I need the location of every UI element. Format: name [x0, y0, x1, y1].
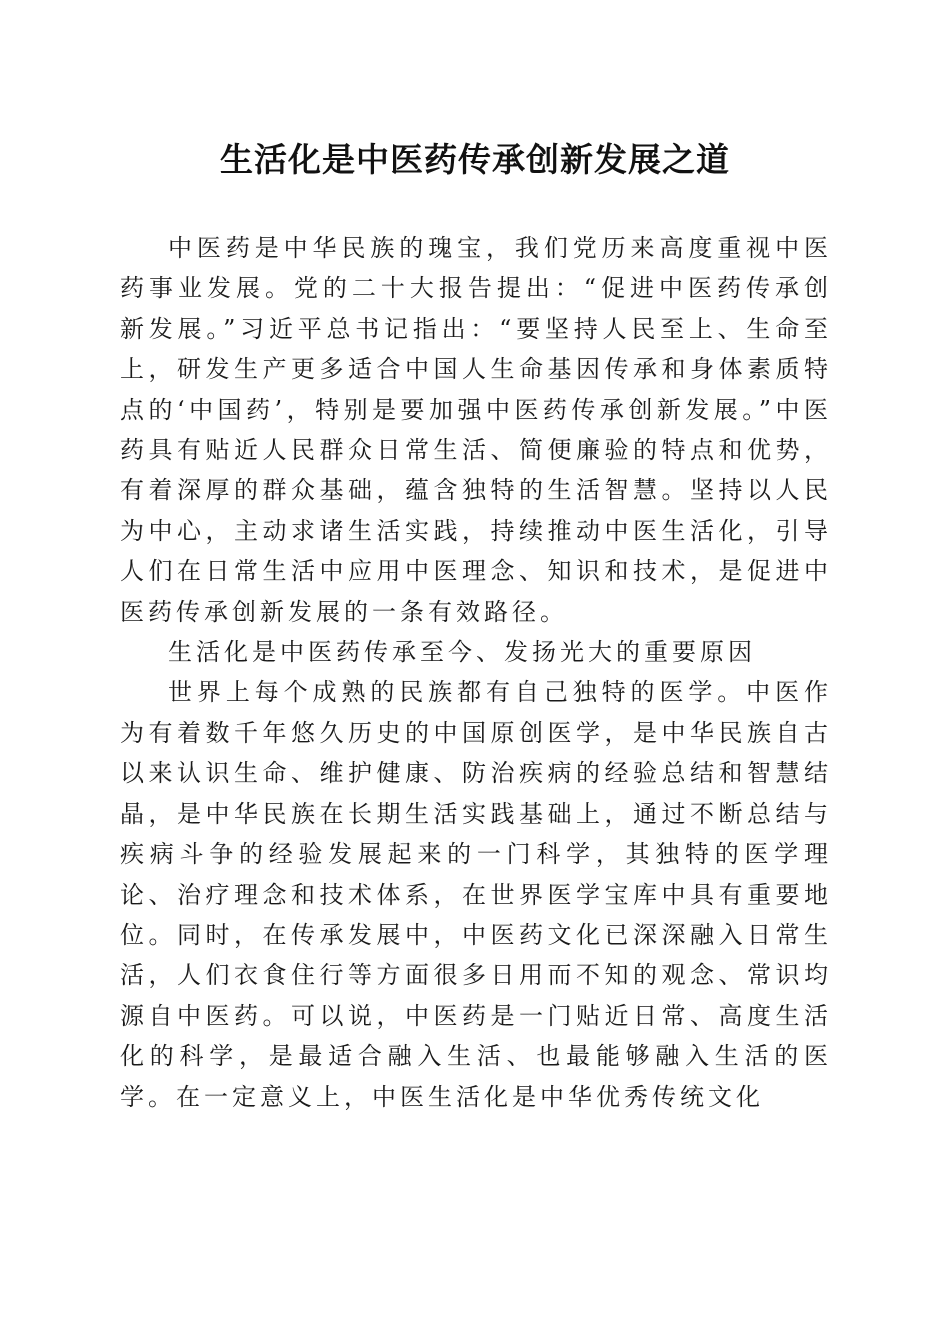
document-body	[120, 228, 832, 1117]
paragraph-section-1: 世界上每个成熟的民族都有自己独特的医学。中医作为有着数千年悠久历史的中国原创医学，是中华民族自古以来认识生命、维护健康、防治疾病的经验总结和智慧结晶，是中华民族在长期生活实践基础上，通过不断总结与疾病斗争的经验发展起来的一门科学，其独特的医学理论、治疗理念和技术体系，在世界医学宝库中具有重要地位。同时，在传承发展中，中医药文化已深深融入日常生活，人们衣食住行等方面很多日用而不知的观念、常识均源自中医药。可以说，中医药是一门贴近日常、高度生活化的科学，是最适合融入生活、也最能够融入生活的医学。在一定意义上，中医生活化是中华优秀传统文化	[120, 678, 832, 1111]
document-title: 生活化是中医药传承创新发展之道	[220, 140, 730, 179]
section-heading: 生活化是中医药传承至今、发扬光大的重要原因	[168, 638, 756, 667]
paragraph-intro: 中医药是中华民族的瑰宝，我们党历来高度重视中医药事业发展。党的二十大报告提出：“促进中医药传承创新发展。”习近平总书记指出：“要坚持人民至上、生命至上，研发生产更多适合中国人生命基因传承和身体素质特点的‘中国药’，特别是要加强中医药传承创新发展。”中医药具有贴近人民群众日常生活、简便廉验的特点和优势，有着深厚的群众基础，蕴含独特的生活智慧。坚持以人民为中心，主动求诸生活实践，持续推动中医生活化，引导人们在日常生活中应用中医理念、知识和技术，是促进中医药传承创新发展的一条有效路径。	[120, 234, 832, 626]
